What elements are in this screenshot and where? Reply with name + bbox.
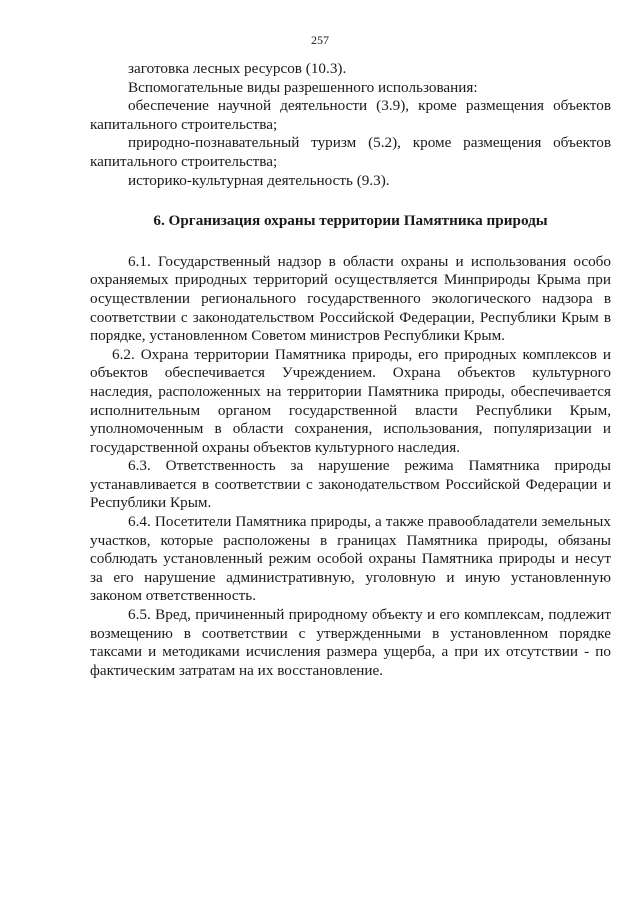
section-paragraph: 6.3. Ответственность за нарушение режима Памятника природы устанавливается в соответствии с законодательством Российской Федерации и Республики Крым. bbox=[90, 457, 611, 512]
intro-line: заготовка лесных ресурсов (10.3). bbox=[128, 60, 347, 77]
intro-line: Вспомогательные виды разрешенного использования: bbox=[128, 78, 478, 96]
intro-line: историко-культурная деятельность (9.3). bbox=[128, 171, 390, 189]
page-number: 257 bbox=[311, 33, 329, 47]
page-content bbox=[90, 60, 611, 680]
section-paragraph: 6.1. Государственный надзор в области охраны и использования особо охраняемых природных территорий осуществляется Минприроды Крыма при осуществлении регионального государственного экологического надзора в соответствии с законодательством Российской Федерации, Республики Крым в порядке, установленном Советом министров Республики Крым. bbox=[90, 252, 611, 345]
section-title: 6. Организация охраны территории Памятника природы bbox=[153, 212, 548, 230]
section-paragraph: 6.4. Посетители Памятника природы, а также правообладатели земельных участков, которые расположены в границах Памятника природы, обязаны соблюдать установленный режим особой охраны Памятника природы и несут за его нарушение административную, уголовную и иную установленную законом ответственность. bbox=[90, 513, 611, 605]
intro-line: природно-познавательный туризм (5.2), кроме размещения объектов капитального строительства; bbox=[90, 134, 611, 170]
section-paragraph: 6.2. Охрана территории Памятника природы, его природных комплексов и объектов обеспечивается Учреждением. Охрана объектов культурного наследия, расположенных на территории Памятника природы, обеспечивается исполнительным органом государственной власти Республики Крым, уполномоченным в области сохранения, использования, популяризации и государственной охраны объектов культурного наследия. bbox=[90, 345, 611, 456]
section-paragraph: 6.5. Вред, причиненный природному объекту и его комплексам, подлежит возмещению в соответствии с утвержденными в установленном порядке таксами и методиками исчисления размера ущерба, а при их отсутствии - по фактическим затратам на их восстановление. bbox=[90, 606, 611, 679]
intro-line: обеспечение научной деятельности (3.9), кроме размещения объектов капитального строительства; bbox=[90, 97, 611, 133]
